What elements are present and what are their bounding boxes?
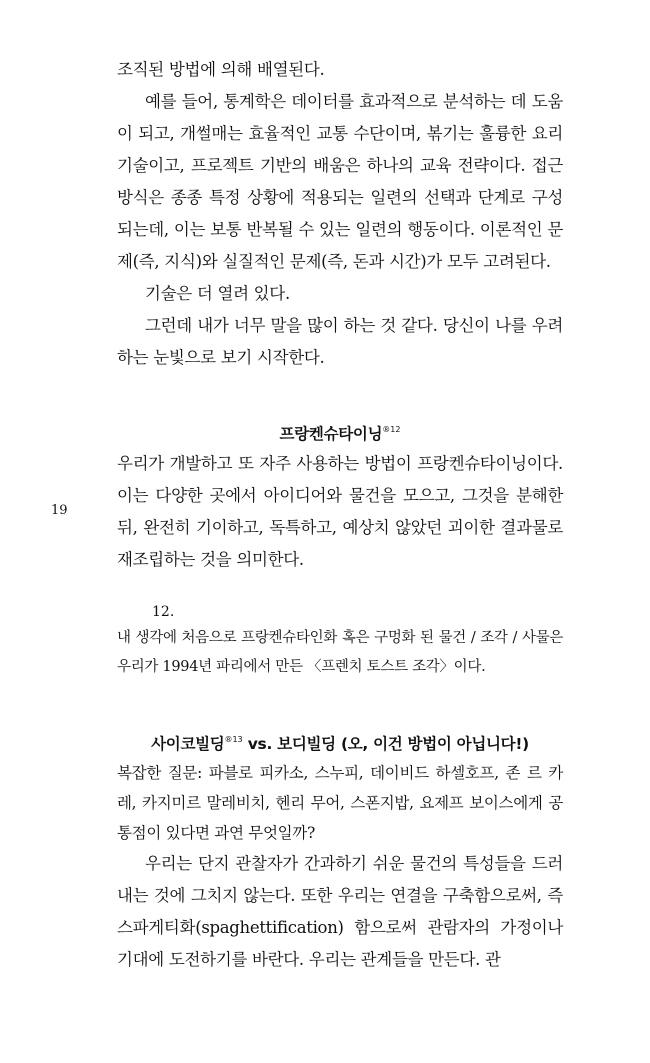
section-intro: 복잡한 질문: 파블로 피카소, 스누피, 데이비드 하셀호프, 존 르 카레, 카지미르 말레비치, 헨리 무어, 스폰지밥, 요제프 보이스에게 공통점이 있다면 과연 무엇일까?: [117, 764, 563, 842]
paragraph: 기술은 더 열려 있다.: [145, 284, 290, 303]
page-number: 19: [51, 503, 68, 518]
section-heading-psychobuilding: [117, 726, 563, 758]
footnote-number: 12.: [152, 604, 175, 620]
paragraph: 그런데 내가 너무 말을 많이 하는 것 같다. 당신이 나를 우려하는 눈빛으로 보기 시작한다.: [117, 316, 563, 367]
heading-text: 프랑켄슈타이닝: [279, 425, 383, 443]
paragraph: 예를 들어, 통계학은 데이터를 효과적으로 분석하는 데 도움이 되고, 개썰매는 효율적인 교통 수단이며, 볶기는 훌륭한 요리 기술이고, 프로젝트 기반의 배움은 하나의 교육 전략이다. 접근 방식은 종종 특정 상황에 적용되는 일련의 선택과 단계로 구성되는데, 이는 보통 반복될 수 있는 일련의 행동이다. 이론적인 문제(즉, 지식)와 실질적인 문제(즉, 돈과 시간)가 모두 고려된다.: [117, 92, 563, 271]
heading-text-rest: vs. 보디빌딩 (오, 이건 방법이 아닙니다!): [242, 735, 529, 753]
registered-mark-footnote: ®13: [224, 735, 243, 744]
heading-text: 사이코빌딩: [151, 735, 225, 753]
section-heading-frankensteining: [117, 416, 563, 448]
paragraph: 조직된 방법에 의해 배열된다.: [117, 60, 325, 79]
section-body: 우리는 단지 관찰자가 간과하기 쉬운 물건의 특성들을 드러내는 것에 그치지 않는다. 또한 우리는 연결을 구축함으로써, 즉 스파게티화(spaghettification) 함으로써 관람자의 가정이나 기대에 도전하기를 바란다. 우리는 관계들을 만든다. 관: [117, 854, 563, 969]
footnote-text: 내 생각에 처음으로 프랑켄슈타인화 혹은 구멍화 된 물건 / 조각 / 사물은 우리가 1994년 파리에서 만든 〈프렌치 토스트 조각〉이다.: [117, 630, 563, 675]
page-body: [117, 54, 563, 976]
section-body: 우리가 개발하고 또 자주 사용하는 방법이 프랑켄슈타이닝이다. 이는 다양한 곳에서 아이디어와 물건을 모으고, 그것을 분해한 뒤, 완전히 기이하고, 독특하고, 예상치 않았던 괴이한 결과물로 재조립하는 것을 의미한다.: [117, 454, 563, 569]
registered-mark-footnote: ®12: [382, 425, 401, 434]
